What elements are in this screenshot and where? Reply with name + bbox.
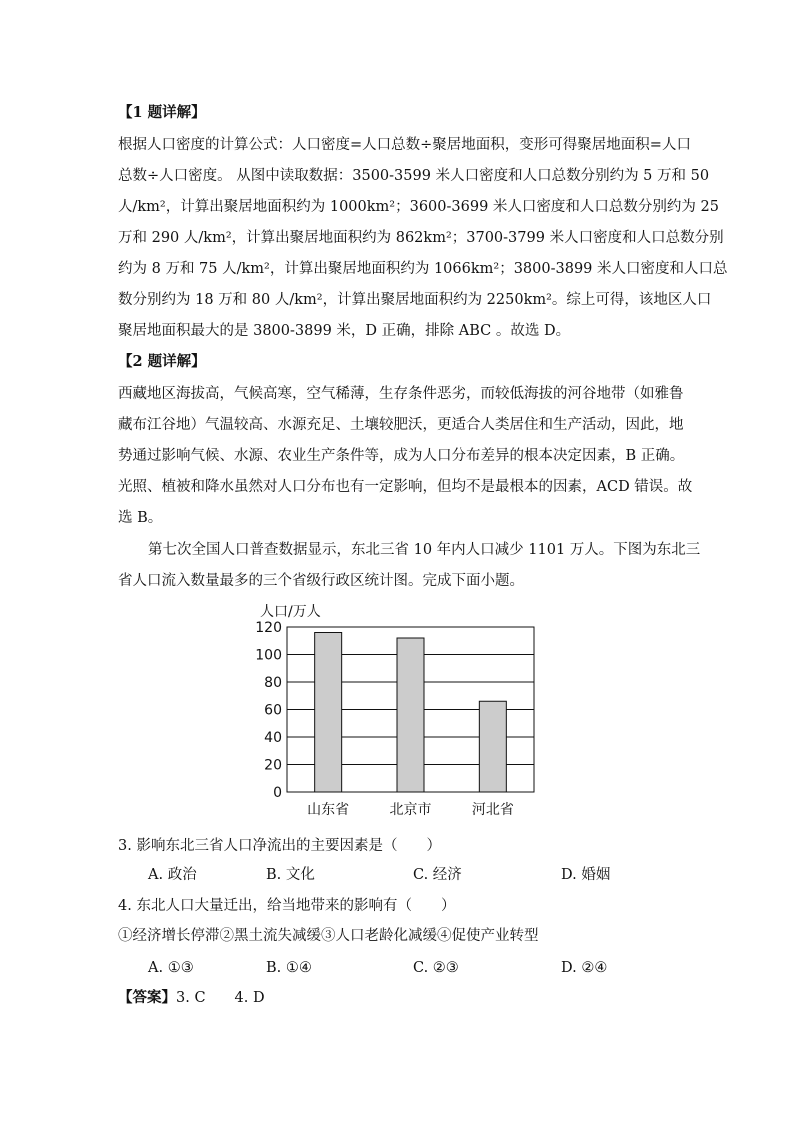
section2-line: 西藏地区海拔高，气候高寒，空气稀薄，生存条件恶劣，而较低海拔的河谷地带（如雅鲁 xyxy=(118,386,684,402)
intro-line: 省人口流入数量最多的三个省级行政区统计图。完成下面小题。 xyxy=(118,573,524,589)
section1-line: 聚居地面积最大的是 3800-3899 米，D 正确，排除 ABC 。故选 D。 xyxy=(118,323,571,339)
y-tick-label: 60 xyxy=(264,702,282,719)
section2-line: 藏布江谷地）气温较高、水源充足、土壤较肥沃，更适合人类居住和生产活动，因此，地 xyxy=(118,417,684,433)
x-tick-label: 北京市 xyxy=(389,802,432,818)
y-tick-label: 20 xyxy=(264,757,282,774)
q3-option-a: A. 政治 xyxy=(148,867,197,883)
bar-2 xyxy=(397,638,424,792)
section1-line: 人/km²，计算出聚居地面积约为 1000km²；3600-3699 米人口密度和人口总数分别约为 25 xyxy=(118,199,719,215)
x-tick-label: 河北省 xyxy=(471,802,514,818)
section1-line: 根据人口密度的计算公式：人口密度=人口总数÷聚居地面积，变形可得聚居地面积=人口 xyxy=(118,137,691,153)
section2-line: 选 B。 xyxy=(118,510,163,526)
y-tick-label: 40 xyxy=(264,730,282,746)
question-4-stem: 4. 东北人口大量迁出，给当地带来的影响有（ ） xyxy=(118,898,456,914)
section2-line: 势通过影响气候、水源、农业生产条件等，成为人口分布差异的根本决定因素，B 正确。 xyxy=(118,448,685,464)
section2-line: 光照、植被和降水虽然对人口分布也有一定影响，但均不是最根本的因素，ACD 错误。故 xyxy=(118,479,693,495)
y-axis-label: 人口/万人 xyxy=(260,604,321,620)
q3-option-b: B. 文化 xyxy=(266,867,315,883)
y-tick-label: 80 xyxy=(264,675,282,691)
population-bar-chart xyxy=(248,598,548,824)
question-4-items: ①经济增长停滞②黑土流失减缓③人口老龄化减缓④促使产业转型 xyxy=(118,928,539,944)
q3-option-c: C. 经济 xyxy=(413,867,462,883)
y-tick-label: 0 xyxy=(273,785,282,801)
q4-option-b: B. ①④ xyxy=(266,960,312,976)
x-tick-label: 山东省 xyxy=(307,802,350,818)
answer-label: 【答案】 xyxy=(118,989,176,1006)
section1-line: 万和 290 人/km²，计算出聚居地面积约为 862km²；3700-3799 米人口密度和人口总数分别 xyxy=(118,230,724,246)
bar-3 xyxy=(479,701,506,792)
section1-line: 总数÷人口密度。 从图中读取数据：3500-3599 米人口密度和人口总数分别约为 5 万和 50 xyxy=(118,168,710,184)
y-tick-label: 100 xyxy=(255,647,282,664)
section1-heading: 【1 题详解】 xyxy=(118,104,206,121)
q4-option-d: D. ②④ xyxy=(561,960,608,976)
section1-line: 数分别约为 18 万和 80 人/km²，计算出聚居地面积约为 2250km²。综上可得，该地区人口 xyxy=(118,292,712,308)
q4-option-a: A. ①③ xyxy=(148,960,194,976)
q3-option-d: D. 婚姻 xyxy=(561,867,611,883)
section1-line: 约为 8 万和 75 人/km²，计算出聚居地面积约为 1066km²；3800-3899 米人口密度和人口总 xyxy=(118,261,728,277)
answer-line xyxy=(118,988,265,1008)
q4-option-c: C. ②③ xyxy=(413,960,459,976)
intro-line: 第七次全国人口普查数据显示，东北三省 10 年内人口减少 1101 万人。下图为东北三 xyxy=(148,542,701,558)
answer-text: 3. C 4. D xyxy=(176,990,265,1006)
question-3-stem: 3. 影响东北三省人口净流出的主要因素是（ ） xyxy=(118,838,441,854)
section2-heading: 【2 题详解】 xyxy=(118,353,206,370)
bar-1 xyxy=(315,633,342,793)
y-tick-label: 120 xyxy=(255,620,282,636)
